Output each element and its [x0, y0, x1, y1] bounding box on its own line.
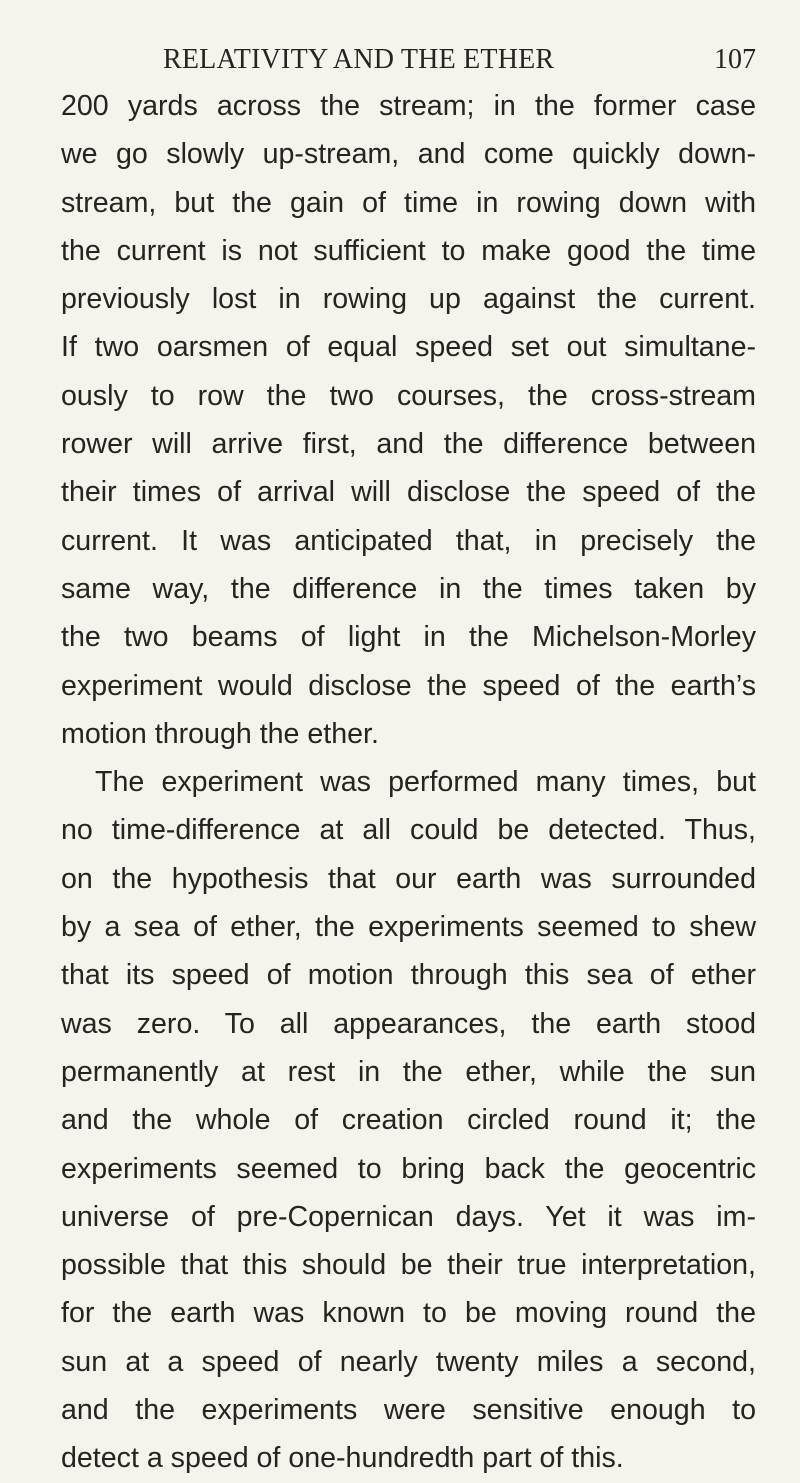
- text-line: the two beams of light in the Michelson-Morley: [61, 621, 756, 654]
- page-header: [163, 38, 756, 82]
- text-line: and the experiments were sensitive enough to: [61, 1394, 756, 1427]
- body-text: [61, 82, 756, 1483]
- text-line: by a sea of ether, the experiments seemed to shew: [61, 911, 756, 944]
- text-line: that its speed of motion through this sea of ether: [61, 959, 756, 992]
- text-line: 200 yards across the stream; in the former case: [61, 90, 756, 122]
- text-line: was zero. To all appearances, the earth stood: [61, 1007, 756, 1040]
- text-line: experiment would disclose the speed of the earth’s: [61, 669, 756, 702]
- text-line: universe of pre-Copernican days. Yet it was im-: [61, 1200, 756, 1233]
- page-number: 107: [714, 44, 756, 75]
- text-line: and the whole of creation circled round it; the: [61, 1104, 756, 1137]
- paragraph-end-line: motion through the ether.: [61, 717, 379, 750]
- text-line: permanently at rest in the ether, while the sun: [61, 1055, 756, 1088]
- text-line: sun at a speed of nearly twenty miles a second,: [61, 1345, 756, 1378]
- text-line: their times of arrival will disclose the speed of the: [61, 476, 756, 509]
- text-line: If two oarsmen of equal speed set out simultane-: [61, 331, 756, 364]
- text-line: stream, but the gain of time in rowing down with: [61, 186, 756, 219]
- text-line: current. It was anticipated that, in precisely the: [61, 524, 756, 557]
- text-line: for the earth was known to be moving round the: [61, 1297, 756, 1330]
- text-line: rower will arrive first, and the difference between: [61, 428, 756, 461]
- text-line: no time-difference at all could be detected. Thus,: [61, 814, 756, 847]
- text-line: on the hypothesis that our earth was surrounded: [61, 862, 756, 895]
- paragraph-end-line: detect a speed of one-hundredth part of this.: [61, 1442, 624, 1475]
- text-line: previously lost in rowing up against the current.: [61, 283, 756, 316]
- text-line: we go slowly up-stream, and come quickly down-: [61, 138, 756, 171]
- text-line: the current is not sufficient to make good the time: [61, 234, 756, 267]
- paragraph-start-line: The experiment was performed many times, but: [95, 766, 756, 799]
- text-line: possible that this should be their true interpretation,: [61, 1249, 756, 1282]
- text-line: same way, the difference in the times taken by: [61, 572, 756, 605]
- running-title: RELATIVITY AND THE ETHER: [163, 44, 555, 75]
- text-line: ously to row the two courses, the cross-stream: [61, 379, 756, 412]
- text-line: experiments seemed to bring back the geocentric: [61, 1152, 756, 1185]
